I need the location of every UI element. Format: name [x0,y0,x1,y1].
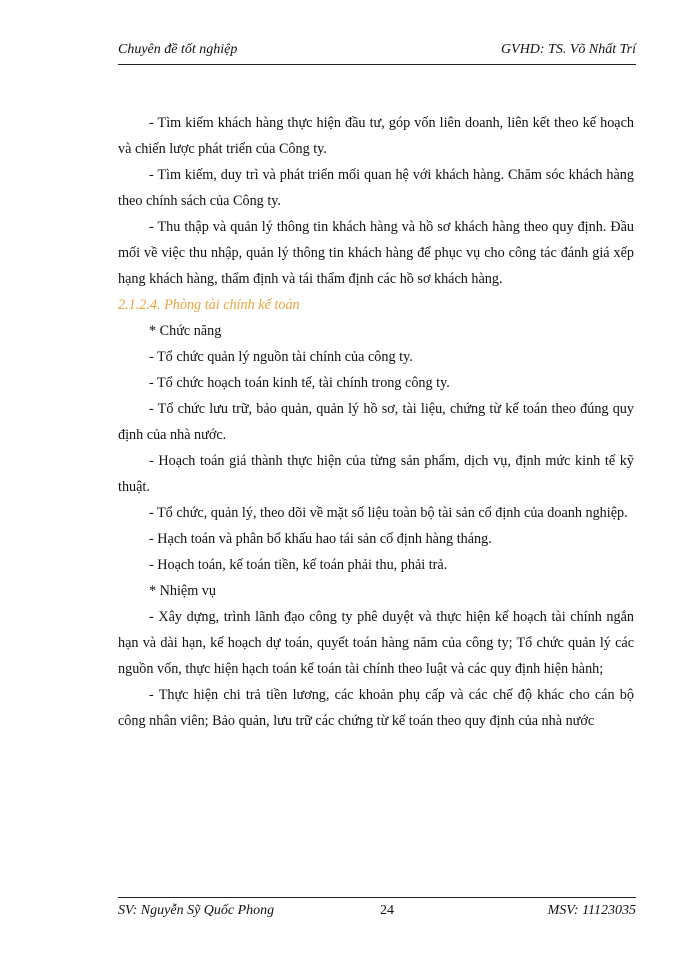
paragraph-2: - Tìm kiếm, duy trì và phát triển mối quan hệ với khách hàng. Chăm sóc khách hàng theo chính sách của Công ty. [118,167,634,209]
function-item-6: - Hạch toán và phân bổ khấu hao tái sản cố định hàng tháng. [149,531,492,547]
function-item-7: - Hoạch toán, kế toán tiền, kế toán phải thu, phải trả. [149,557,448,573]
page-header [118,40,636,65]
function-item-4: - Hoạch toán giá thành thực hiện của từng sản phẩm, dịch vụ, định mức kinh tế kỹ thuật. [118,453,634,495]
function-item-3: - Tổ chức lưu trữ, bảo quản, quản lý hồ sơ, tài liệu, chứng từ kế toán theo đúng quy định của nhà nước. [118,401,634,443]
duty-item-2: - Thực hiện chi trả tiền lương, các khoản phụ cấp và các chế độ khác cho cán bộ công nhân viên; Bảo quản, lưu trữ các chứng từ kế toán theo quy định của nhà nước [118,687,634,729]
footer-student: SV: Nguyễn Sỹ Quốc Phong [118,903,275,918]
page-footer [118,897,636,926]
function-item-2: - Tổ chức hoạch toán kinh tế, tài chính trong công ty. [149,375,450,391]
paragraph-3: - Thu thập và quản lý thông tin khách hàng và hồ sơ khách hàng theo quy định. Đầu mối về việc thu nhập, quản lý thông tin khách hàng để phục vụ cho công tác đánh giá xếp hạng khách hàng, thẩm định và tái thẩm định các hồ sơ khách hàng. [118,219,634,287]
section-heading: 2.1.2.4. Phòng tài chính kế toán [118,297,300,313]
paragraph-1: - Tìm kiếm khách hàng thực hiện đầu tư, góp vốn liên doanh, liên kết theo kế hoạch và chiến lược phát triển của Công ty. [118,115,634,157]
page-number: 24 [380,903,394,918]
duty-item-1: - Xây dựng, trình lãnh đạo công ty phê duyệt và thực hiện kế hoạch tài chính ngắn hạn và dài hạn, kế hoạch dự toán, quyết toán hàng năm của công ty; Tổ chức quản lý các nguồn vốn, thực hiện hạch toán kế toán tài chính theo luật và các quy định hiện hành; [118,609,634,677]
function-label: * Chức năng [149,323,222,339]
page-body [118,110,634,734]
header-title: Chuyên đề tốt nghiệp [118,42,238,57]
header-advisor: GVHD: TS. Võ Nhất Trí [501,42,636,57]
function-item-5: - Tổ chức, quản lý, theo dõi về mặt số liệu toàn bộ tài sản cố định của doanh nghiệp. [149,505,628,521]
function-item-1: - Tổ chức quản lý nguồn tài chính của công ty. [149,349,413,365]
duty-label: * Nhiệm vụ [149,583,216,599]
footer-student-id: MSV: 11123035 [547,903,636,918]
